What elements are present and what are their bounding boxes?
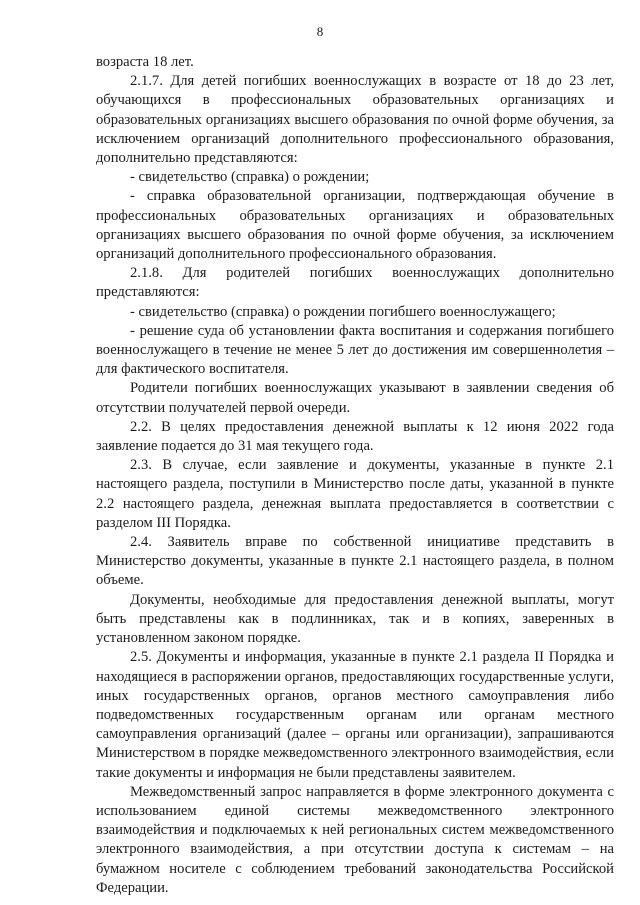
paragraph: - свидетельство (справка) о рождении; (130, 169, 370, 186)
document-body (96, 53, 614, 898)
paragraph: 2.2. В целях предоставления денежной выплаты к 12 июня 2022 года заявление подается до 31 мая текущего года. (96, 418, 614, 455)
paragraph: 2.4. Заявитель вправе по собственной инициативе представить в Министерство документы, указанные в пункте 2.1 настоящего раздела, в полном объеме. (96, 534, 614, 589)
paragraph: 2.1.8. Для родителей погибших военнослужащих дополнительно представляются: (96, 265, 614, 301)
page-number: 8 (316, 24, 324, 39)
paragraph: - справка образовательной организации, подтверждающая обучение в профессиональных образовательных организациях и образовательных организациях высшего образования по очной форме обучения, за исключением организаций дополнительного профессионального образования. (96, 188, 614, 263)
paragraph: возраста 18 лет. (96, 54, 194, 70)
paragraph: 2.3. В случае, если заявление и документы, указанные в пункте 2.1 настоящего раздела, поступили в Министерство после даты, указанной в пункте 2.2 настоящего раздела, денежная выплата предоставляется в соответствии с разделом III Порядка. (96, 457, 614, 531)
paragraph: 2.5. Документы и информация, указанные в пункте 2.1 раздела II Порядка и находящиеся в распоряжении органов, предоставляющих государственные услуги, иных государственных органов, органов местного самоуправления либо подведомственных государственным органам или органам местного самоуправления организаций (далее – органы или организации), запрашиваются Министерством в порядке межведомственного электронного взаимодействия, если такие документы и информация не были представлены заявителем. (96, 649, 614, 781)
paragraph: Межведомственный запрос направляется в форме электронного документа с использованием единой системы межведомственного электронного взаимодействия и подключаемых к ней региональных систем межведомственного электронного взаимодействия, а при отсутствии доступа к системам – на бумажном носителе с соблюдением требований законодательства Российской Федерации. (96, 783, 614, 896)
paragraph: 2.1.7. Для детей погибших военнослужащих в возрасте от 18 до 23 лет, обучающихся в профессиональных образовательных организациях и образовательных организациях высшего образования по очной форме обучения, за исключением организаций дополнительного профессионального образования, дополнительно представляются: (96, 73, 614, 167)
paragraph: - свидетельство (справка) о рождении погибшего военнослужащего; (130, 303, 556, 320)
paragraph: Документы, необходимые для предоставления денежной выплаты, могут быть представлены как в подлинниках, так и в копиях, заверенных в установленном законом порядке. (96, 591, 614, 647)
paragraph: Родители погибших военнослужащих указывают в заявлении сведения об отсутствии получателей первой очереди. (96, 380, 614, 416)
paragraph: - решение суда об установлении факта воспитания и содержания погибшего военнослужащего в течение не менее 5 лет до достижения им совершеннолетия – для фактического воспитателя. (96, 322, 614, 378)
